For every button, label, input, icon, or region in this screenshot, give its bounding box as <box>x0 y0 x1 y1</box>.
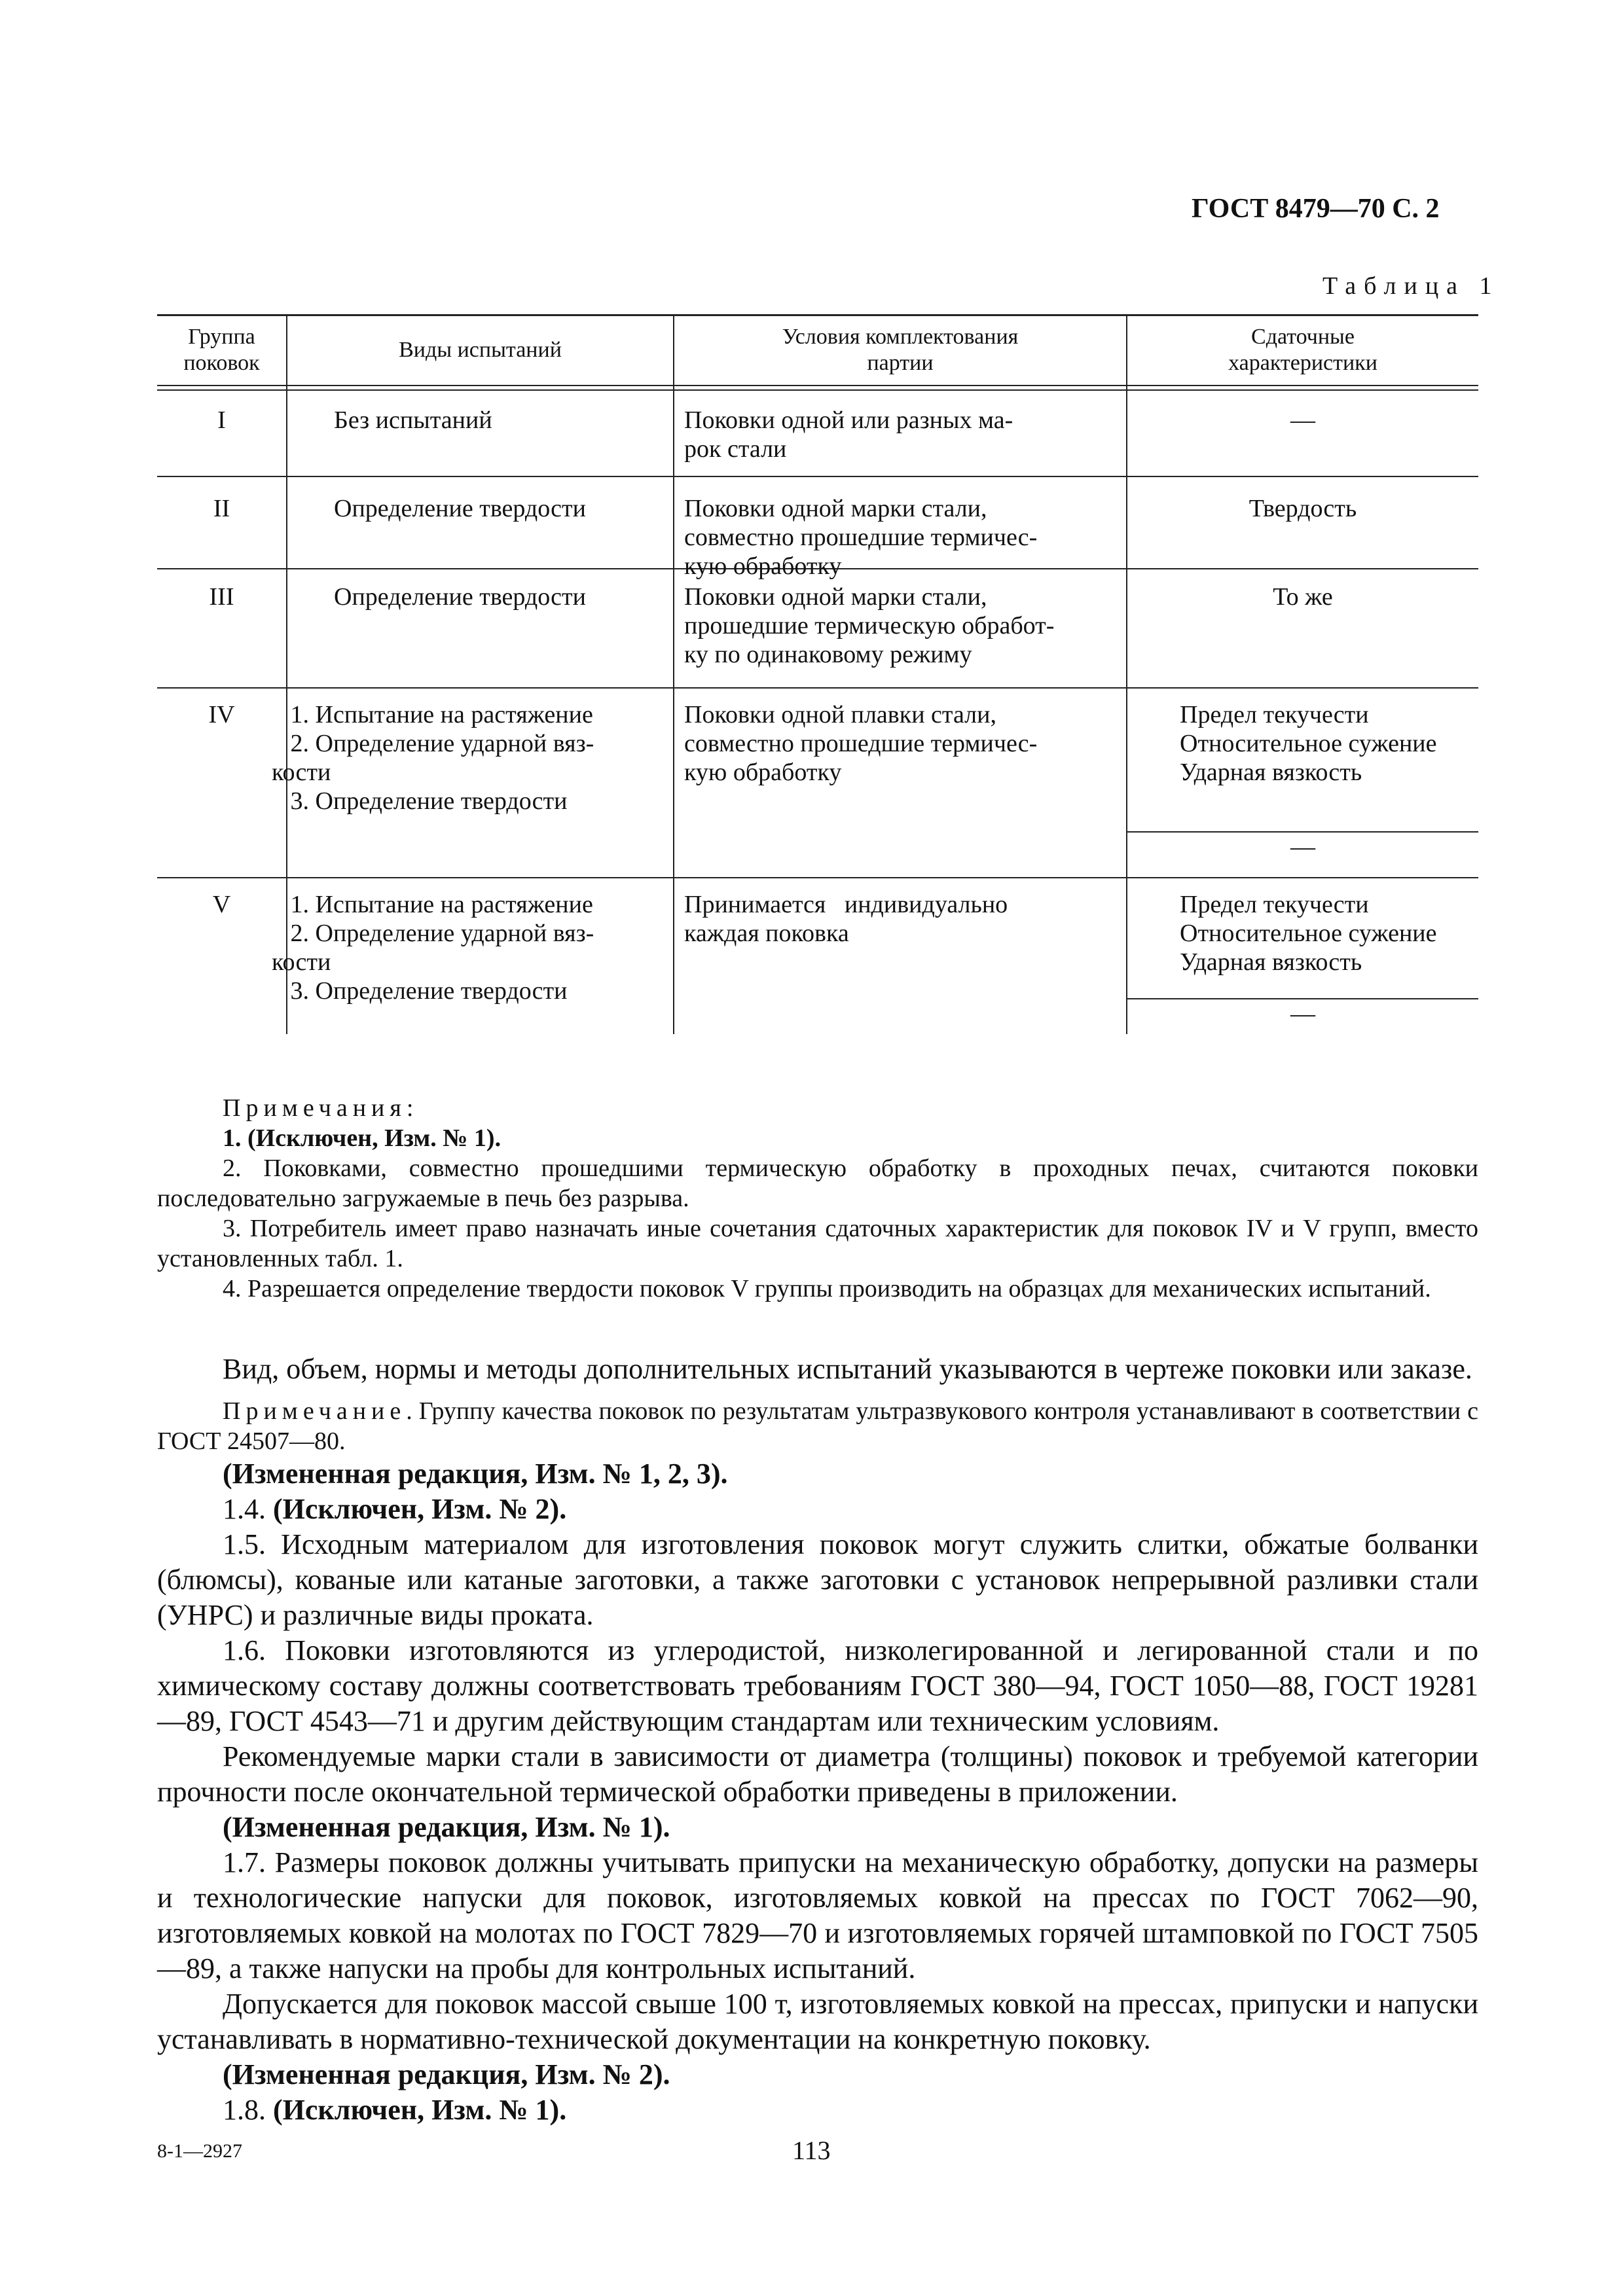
cell-tests: Без испытаний <box>334 406 492 434</box>
cell-group: II <box>213 495 230 522</box>
cell-conditions: Поковки одной плавки стали, совместно прошедшие термичес- кую обработку <box>684 701 1038 786</box>
notes-title: Примечания: <box>223 1094 419 1122</box>
note-3: 3. Потребитель имеет право назначать иные сочетания сдаточных характеристик для поковок IV и V групп, вместо установленных табл. 1. <box>157 1215 1478 1272</box>
row-separator <box>157 476 1478 477</box>
clause-1-6: 1.6. Поковки изготовляются из углеродистой, низколегированной и легированной стали и по химическому составу должны соответствовать требованиям ГОСТ 380—94, ГОСТ 1050—88, ГОСТ 19281—89, ГОСТ 4543—71 и другим действующим стандартам или техническим условиям. <box>157 1634 1478 1737</box>
note-text: . Группу качества поковок по результатам ультразвукового контроля устанавливают в соответствии с ГОСТ 24507—80. <box>157 1397 1478 1455</box>
clause-1-5: 1.5. Исходным материалом для изготовления поковок могут служить слитки, обжатые болванки (блюмсы), кованые или катаные заготовки, а также заготовки с установок непрерывной разливки стали (УНРС) и различные виды проката. <box>157 1528 1478 1631</box>
cell-characteristics-dash: — <box>1290 1000 1315 1028</box>
paragraph-recommended-grades: Рекомендуемые марки стали в зависимости от диаметра (толщины) поковок и требуемой категории прочности после окончательной термической обработки приведены в приложении. <box>157 1740 1478 1808</box>
cell-conditions: Поковки одной или разных ма- рок стали <box>684 406 1013 463</box>
table-header-rule-2 <box>157 389 1478 391</box>
note-label: Примечание <box>223 1397 407 1425</box>
note-2: 2. Поковками, совместно прошедшими термическую обработку в проходных печах, считаются поковки последовательно загружаемые в печь без разрыва. <box>157 1155 1478 1212</box>
footer-code: 8-1—2927 <box>157 2140 242 2162</box>
header-conditions: Условия комплектования партии <box>782 325 1019 375</box>
amendment-note: (Измененная редакция, Изм. № 1, 2, 3). <box>223 1458 728 1490</box>
document-header: ГОСТ 8479—70 С. 2 <box>1192 194 1440 224</box>
column-divider <box>673 314 674 1034</box>
cell-characteristics: — <box>1290 406 1315 434</box>
amendment-note: (Измененная редакция, Изм. № 2). <box>223 2058 670 2090</box>
clause-1-4 <box>157 1492 1478 1527</box>
table-header-rule <box>157 385 1478 386</box>
clause-1-7: 1.7. Размеры поковок должны учитывать припуски на механическую обработку, допуски на размеры и технологические напуски для поковок, изготовляемых ковкой на прессах по ГОСТ 7062—90, изготовляемых ковкой на молотах по ГОСТ 7829—70 и изготовляемых горячей штамповкой по ГОСТ 7505—89, а также напуски на пробы для контрольных испытаний. <box>157 1846 1478 1984</box>
cell-group: V <box>212 891 231 918</box>
cell-characteristics: Твердость <box>1249 495 1357 522</box>
table-caption: Таблица 1 <box>1322 272 1500 300</box>
cell-group: III <box>209 583 234 611</box>
header-group: Группа поковок <box>183 325 260 375</box>
cell-conditions: Принимается индивидуально каждая поковка <box>684 891 1008 947</box>
note-4: 4. Разрешается определение твердости поковок V группы производить на образцах для механических испытаний. <box>223 1275 1431 1302</box>
cell-characteristics-dash: — <box>1290 833 1315 861</box>
body-text <box>157 1352 1478 2128</box>
cell-characteristics: Предел текучести Относительное сужение Ударная вязкость <box>1180 891 1437 976</box>
cell-group: IV <box>208 701 235 728</box>
cell-tests: Определение твердости <box>334 583 586 611</box>
cell-tests: Определение твердости <box>334 495 586 522</box>
clause-text: (Исключен, Изм. № 2). <box>273 1493 567 1525</box>
page-number: 113 <box>792 2136 831 2165</box>
paragraph-additional-tests: Вид, объем, нормы и методы дополнительных испытаний указываются в чертеже поковки или заказе. <box>223 1353 1472 1385</box>
header-characteristics: Сдаточные характеристики <box>1228 325 1377 375</box>
clause-number: 1.4. <box>223 1493 273 1525</box>
clause-number: 1.8. <box>223 2094 273 2126</box>
note-1: 1. (Исключен, Изм. № 1). <box>223 1124 501 1152</box>
header-tests: Виды испытаний <box>399 338 562 362</box>
cell-conditions: Поковки одной марки стали, прошедшие термическую обработ- ку по одинаковому режиму <box>684 583 1055 668</box>
note-ultrasonic <box>157 1396 1478 1456</box>
clause-text: (Исключен, Изм. № 1). <box>273 2094 567 2126</box>
paragraph-heavy-forgings: Допускается для поковок массой свыше 100 т, изготовляемых ковкой на прессах, припуски и напуски устанавливать в нормативно-технической документации на конкретную поковку. <box>157 1988 1478 2055</box>
cell-tests: 1. Испытание на растяжение 2. Определение ударной вяз- кости 3. Определение твердости <box>272 891 594 1005</box>
table-notes <box>157 1093 1478 1304</box>
row-separator <box>157 687 1478 689</box>
cell-tests: 1. Испытание на растяжение 2. Определение ударной вяз- кости 3. Определение твердости <box>272 701 594 815</box>
cell-conditions: Поковки одной марки стали, совместно прошедшие термичес- кую обработку <box>684 495 1038 580</box>
cell-characteristics: То же <box>1273 583 1333 611</box>
cell-group: I <box>217 406 226 434</box>
amendment-note: (Измененная редакция, Изм. № 1). <box>223 1811 670 1843</box>
row-separator <box>157 877 1478 878</box>
table-1 <box>157 314 1478 1034</box>
table-top-rule <box>157 314 1478 316</box>
clause-1-8 <box>157 2092 1478 2128</box>
cell-characteristics: Предел текучести Относительное сужение Ударная вязкость <box>1180 701 1437 786</box>
